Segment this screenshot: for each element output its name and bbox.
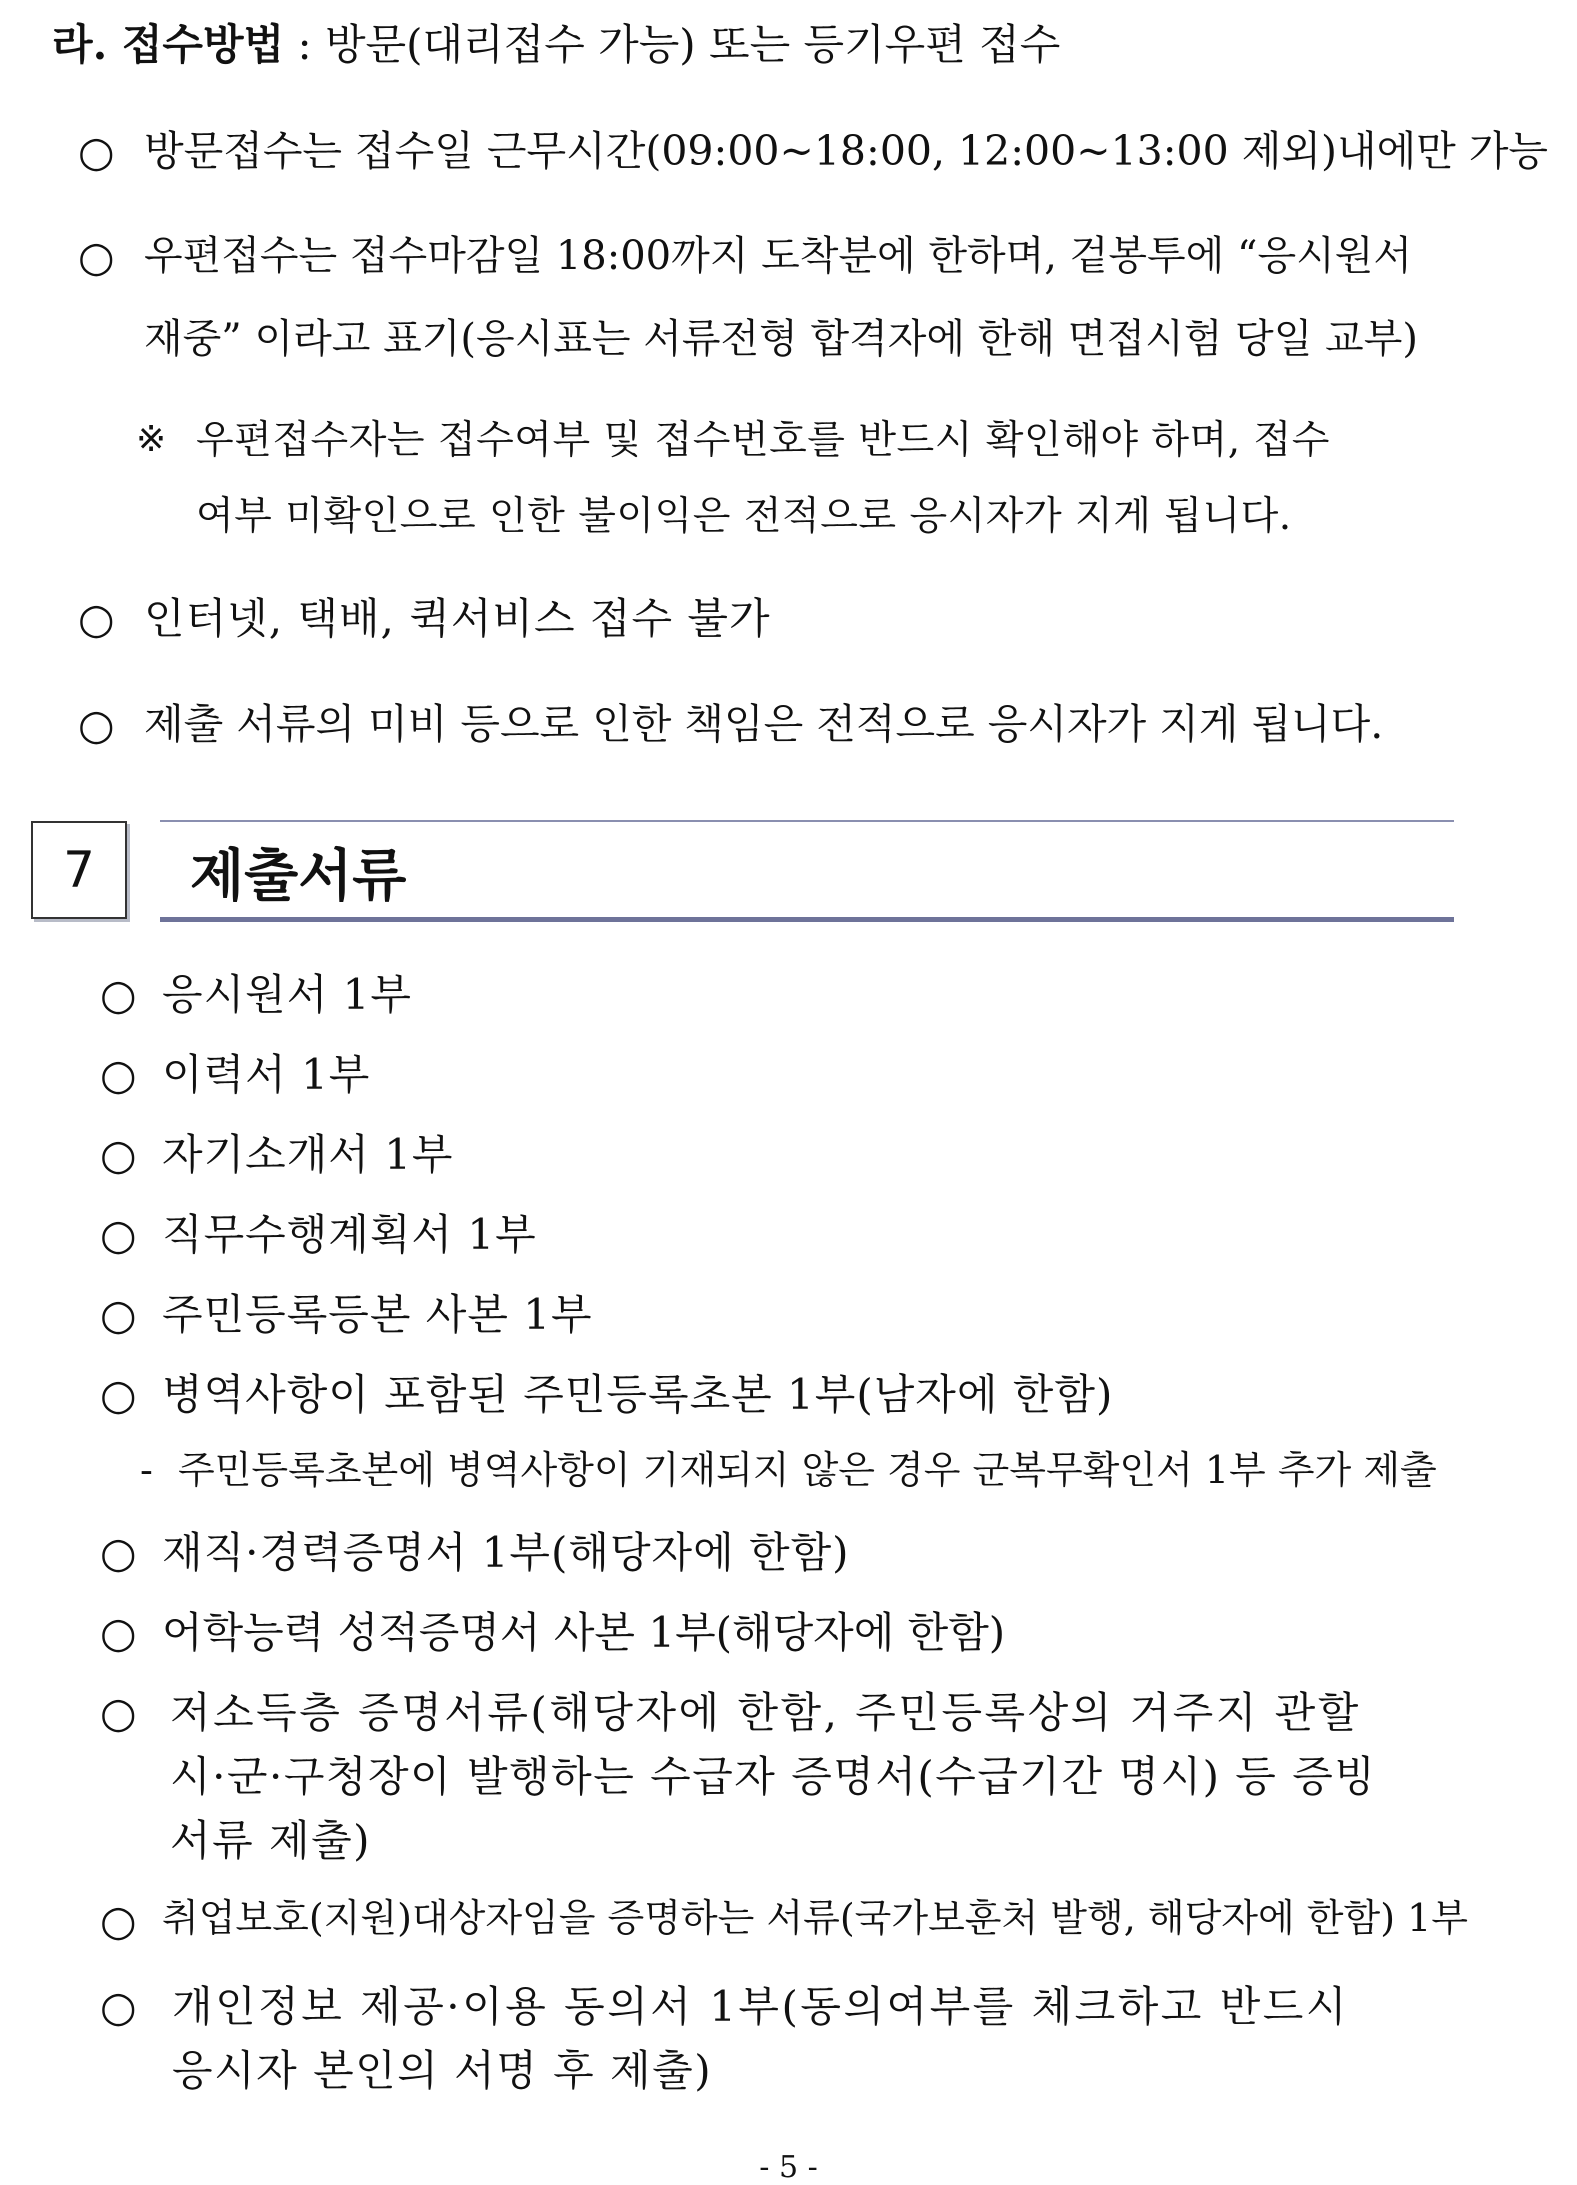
bullet-icon: ○ <box>78 232 115 281</box>
section-divider-bottom <box>160 917 1454 922</box>
note-line2: 여부 미확인으로 인한 불이익은 전적으로 응시자가 지게 됩니다. <box>196 494 1292 539</box>
reception-item-no-internet: 인터넷, 택배, 퀵서비스 접수 불가 <box>144 594 771 643</box>
bullet-icon: ○ <box>100 1982 137 2031</box>
document-item-employment-cert: 재직·경력증명서 1부(해당자에 한함) <box>162 1528 850 1577</box>
document-item-privacy-line1: 개인정보 제공·이용 동의서 1부(동의여부를 체크하고 반드시 <box>172 1982 1349 2031</box>
document-item-resident-abstract: 병역사항이 포함된 주민등록초본 1부(남자에 한함) <box>162 1370 1114 1419</box>
document-item-employment-protection: 취업보호(지원)대상자임을 증명하는 서류(국가보훈처 발행, 해당자에 한함) 1부 <box>162 1896 1468 1940</box>
bullet-icon: ○ <box>100 1528 137 1577</box>
reception-item-responsibility: 제출 서류의 미비 등으로 인한 책임은 전적으로 응시자가 지게 됩니다. <box>144 700 1384 748</box>
reception-item-mail-line1 <box>144 232 1460 280</box>
reception-method-text: 방문(대리접수 가능) 또는 등기우편 접수 <box>324 20 1061 69</box>
document-item-resident-copy: 주민등록등본 사본 1부 <box>162 1290 593 1339</box>
document-sub-military: 주민등록초본에 병역사항이 기재되지 않은 경우 군복무확인서 1부 추가 제출 <box>178 1448 1437 1492</box>
note-line1: 우편접수자는 접수여부 및 접수번호를 반드시 확인해야 하며, 접수 <box>196 418 1330 463</box>
bullet-icon: ○ <box>100 1210 137 1259</box>
bullet-icon: ○ <box>100 1896 137 1945</box>
bullet-icon: ○ <box>100 1130 137 1179</box>
bullet-icon: ○ <box>78 127 115 176</box>
bullet-icon: ○ <box>100 1290 137 1339</box>
document-item-self-intro: 자기소개서 1부 <box>162 1130 454 1179</box>
note-mark-icon: ※ <box>136 419 167 460</box>
reception-item-mail-line2: 재중” 이라고 표기(응시표는 서류전형 합격자에 한해 면접시험 당일 교부) <box>144 316 1418 362</box>
bullet-icon: ○ <box>100 970 137 1019</box>
document-item-application: 응시원서 1부 <box>162 970 412 1019</box>
section-divider-top <box>160 820 1454 822</box>
section-number: 7 <box>63 841 95 899</box>
reception-item-visit: 방문접수는 접수일 근무시간(09:00~18:00, 12:00~13:00 제외)내에만 가능 <box>144 127 1549 175</box>
page-number: - 5 - <box>759 2150 818 2185</box>
reception-method-separator: : <box>284 20 325 69</box>
document-item-language-cert: 어학능력 성적증명서 사본 1부(해당자에 한함) <box>162 1608 1006 1657</box>
bullet-icon: ○ <box>78 700 115 749</box>
dash-icon: - <box>140 1448 153 1492</box>
document-item-low-income-line2: 시·군·구청장이 발행하는 수급자 증명서(수급기간 명시) 등 증빙 <box>170 1752 1377 1801</box>
document-item-job-plan: 직무수행계획서 1부 <box>162 1210 537 1259</box>
bullet-icon: ○ <box>100 1688 137 1737</box>
document-item-low-income-line1: 저소득층 증명서류(해당자에 한함, 주민등록상의 거주지 관할 <box>170 1688 1361 1737</box>
reception-method-heading <box>52 20 1060 70</box>
document-item-low-income-line3: 서류 제출) <box>170 1816 372 1865</box>
bullet-icon: ○ <box>78 594 115 643</box>
bullet-icon: ○ <box>100 1050 137 1099</box>
bullet-icon: ○ <box>100 1608 137 1657</box>
bullet-icon: ○ <box>100 1370 137 1419</box>
section-title: 제출서류 <box>190 844 407 909</box>
reception-method-prefix: 라. 접수방법 <box>52 20 285 69</box>
section-number-box <box>31 821 127 919</box>
document-item-resume: 이력서 1부 <box>162 1050 371 1099</box>
document-item-privacy-line2: 응시자 본인의 서명 후 제출) <box>172 2046 713 2095</box>
reception-item-mail-text: 우편접수는 접수마감일 18:00까지 도착분에 한하며, 겉봉투에 “응시원서 <box>144 233 1413 279</box>
